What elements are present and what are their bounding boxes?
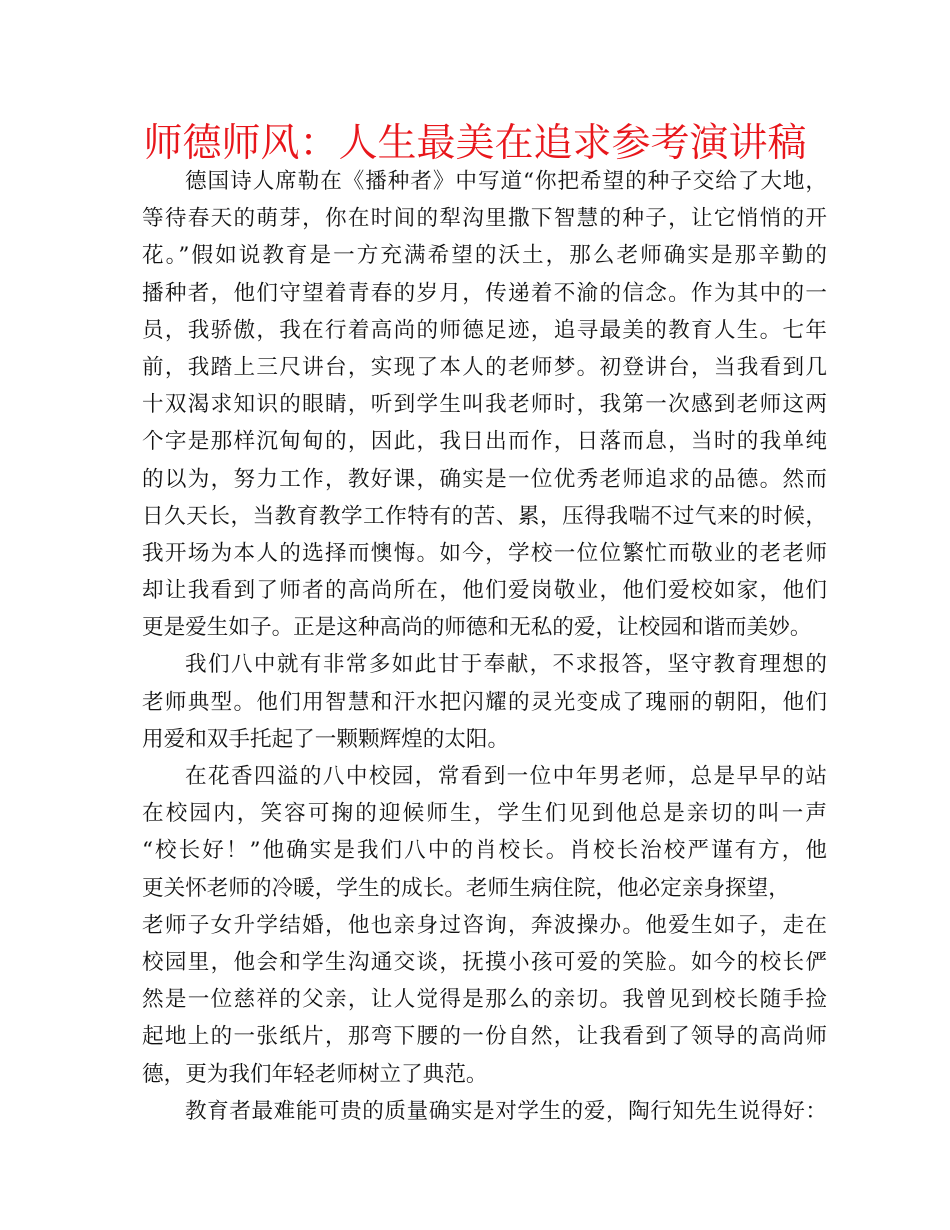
text-line: 老师子女升学结婚，他也亲身过咨询，奔波操办。他爱生如子，走在: [142, 912, 827, 938]
paragraph-3: [142, 758, 827, 1093]
paragraph-2: [142, 646, 827, 758]
text-line: 更是爱生如子。正是这种高尚的师德和无私的爱，让校园和谐而美妙。: [142, 615, 812, 641]
text-line: 播种者，他们守望着青春的岁月，传递着不渝的信念。作为其中的一: [142, 280, 827, 306]
text-line: 的以为，努力工作，教好课，确实是一位优秀老师追求的品德。然而: [142, 466, 827, 492]
text-line: “校长好！”他确实是我们八中的肖校长。肖校长治校严谨有方，他: [142, 838, 827, 864]
paragraph-4: [142, 1093, 827, 1130]
text-line: 我们八中就有非常多如此甘于奉献，不求报答，坚守教育理想的: [185, 652, 827, 678]
text-line: 更关怀老师的冷暖，学生的成长。老师生病住院，他必定亲身探望，: [142, 875, 790, 901]
text-line: 德，更为我们年轻老师树立了典范。: [142, 1061, 488, 1087]
text-line: 起地上的一张纸片，那弯下腰的一份自然，让我看到了领导的高尚师: [142, 1024, 827, 1050]
text-line: 教育者最难能可贵的质量确实是对学生的爱，陶行知先生说得好：: [185, 1098, 827, 1124]
text-line: 花。”假如说教育是一方充满希望的沃土，那么老师确实是那辛勤的: [142, 243, 827, 269]
text-line: 我开场为本人的选择而懊悔。如今，学校一位位繁忙而敬业的老老师: [142, 540, 827, 566]
paragraph-1: [142, 163, 827, 646]
text-line: 个字是那样沉甸甸的，因此，我日出而作，日落而息，当时的我单纯: [142, 429, 827, 455]
document-title: 师德师风：人生最美在追求参考演讲稿: [143, 121, 807, 166]
document-body: [142, 163, 827, 1130]
text-line: 老师典型。他们用智慧和汗水把闪耀的灵光变成了瑰丽的朝阳，他们: [142, 689, 827, 715]
text-line: 在校园内，笑容可掬的迎候师生，学生们见到他总是亲切的叫一声: [142, 801, 827, 827]
text-line: 员，我骄傲，我在行着高尚的师德足迹，追寻最美的教育人生。七年: [142, 317, 827, 343]
text-line: 日久天长，当教育教学工作特有的苦、累，压得我喘不过气来的时候，: [142, 503, 827, 529]
text-line: 然是一位慈祥的父亲，让人觉得是那么的亲切。我曾见到校长随手捡: [142, 987, 827, 1013]
text-line: 校园里，他会和学生沟通交谈，抚摸小孩可爱的笑脸。如今的校长俨: [142, 949, 827, 975]
text-line: 用爱和双手托起了一颗颗辉煌的太阳。: [142, 726, 510, 752]
text-line: 德国诗人席勒在《播种者》中写道“你把希望的种子交给了大地，: [185, 169, 827, 194]
text-line: 在花香四溢的八中校园，常看到一位中年男老师，总是早早的站: [185, 764, 827, 789]
text-line: 却让我看到了师者的高尚所在，他们爱岗敬业，他们爱校如家，他们: [142, 578, 827, 604]
text-line: 前，我踏上三尺讲台，实现了本人的老师梦。初登讲台，当我看到几: [142, 354, 827, 380]
text-line: 等待春天的萌芽，你在时间的犁沟里撒下智慧的种子，让它悄悄的开: [142, 206, 827, 232]
text-line: 十双渴求知识的眼睛，听到学生叫我老师时，我第一次感到老师这两: [142, 392, 827, 418]
